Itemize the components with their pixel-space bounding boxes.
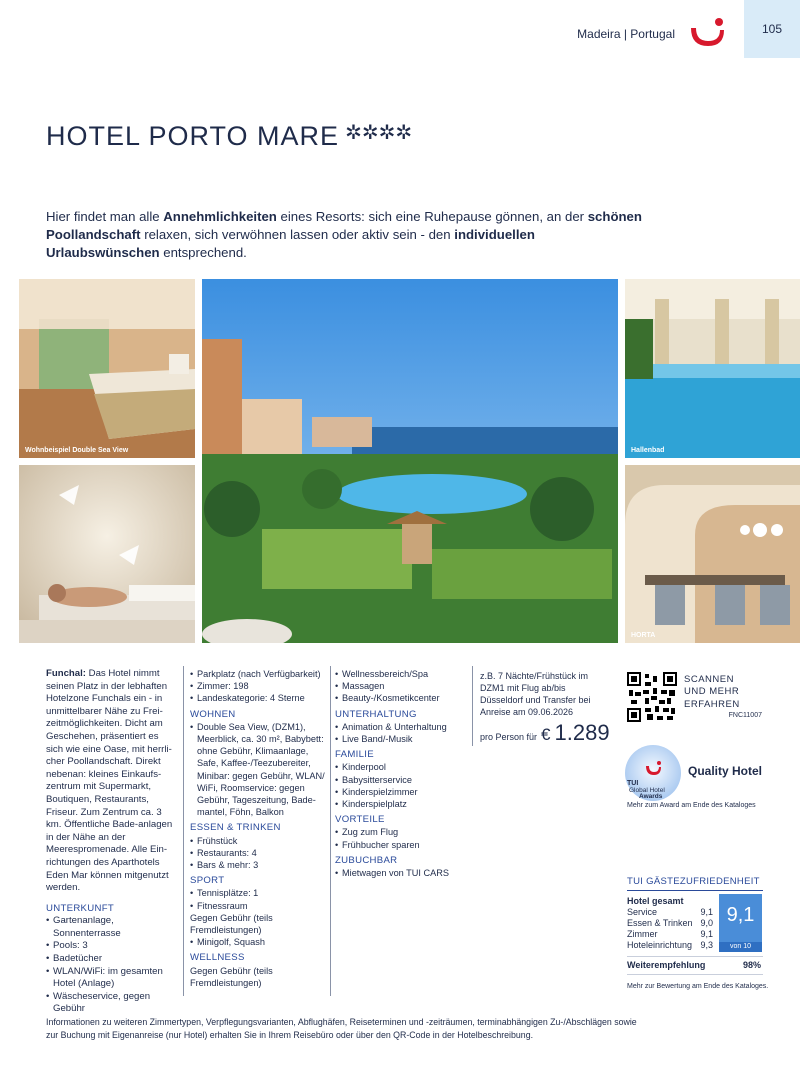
indoor-pool-photo xyxy=(625,279,800,458)
satisfaction-label: Essen & Trinken xyxy=(627,918,693,928)
room-caption: Wohnbeispiel Double Sea View xyxy=(25,447,129,454)
zubuchbar-list xyxy=(335,867,470,879)
hotel-name: HOTEL PORTO MARE xyxy=(46,121,340,151)
list-item: • Pools: 3 xyxy=(46,940,176,953)
recommend-divider xyxy=(627,974,763,975)
list-item: • Wäscheservice, gegen Gebühr xyxy=(46,991,176,1016)
intro-part: entsprechend. xyxy=(159,245,247,260)
award-badge-text: TUI xyxy=(627,780,639,787)
essen-heading: ESSEN & TRINKEN xyxy=(190,822,281,834)
wellness-heading: WELLNESS xyxy=(190,952,245,964)
qr-scan-text xyxy=(684,674,740,711)
list-item: • Kinderspielzimmer xyxy=(335,786,470,798)
region-label: Madeira | Portugal xyxy=(577,27,675,41)
satisfaction-score-badge xyxy=(719,894,762,952)
satisfaction-title: TUI GÄSTEZUFRIEDENHEIT xyxy=(627,876,760,887)
satisfaction-row xyxy=(627,918,713,929)
satisfaction-row xyxy=(627,896,713,907)
satisfaction-value: 9,3 xyxy=(700,940,713,950)
award-label: Quality Hotel xyxy=(688,764,763,778)
hotel-stars: ✲✲✲✲ xyxy=(345,122,413,144)
qr-code[interactable] xyxy=(627,672,677,722)
page-number: 105 xyxy=(744,0,800,58)
intro-highlight: schönen Poollandschaft xyxy=(46,209,642,242)
list-item: • Fitnessraum xyxy=(190,900,325,912)
unterkunft-list xyxy=(46,915,176,1016)
satisfaction-value: 9,1 xyxy=(700,907,713,917)
spa-photo xyxy=(19,465,195,643)
satisfaction-value: 9,0 xyxy=(700,918,713,928)
list-item: • Kinderspielplatz xyxy=(335,798,470,810)
sport-list-paid xyxy=(190,936,325,948)
restaurant-caption: HORTA xyxy=(631,632,656,639)
satisfaction-note: Mehr zur Bewertung am Ende des Kataloges. xyxy=(627,983,769,990)
satisfaction-row xyxy=(627,907,713,918)
price-currency: € xyxy=(541,725,551,744)
list-item: • Landeskategorie: 4 Sterne xyxy=(190,692,325,704)
price-label: pro Person für xyxy=(480,732,538,742)
list-item: • WLAN/WiFi: im gesamten Hotel (Anlage) xyxy=(46,966,176,991)
essen-list xyxy=(190,835,325,872)
intro-part: relaxen, sich verwöhnen lassen oder aktiv sein - den xyxy=(140,227,455,242)
list-item: • Live Band/-Musik xyxy=(335,733,470,745)
satisfaction-score-scale: von 10 xyxy=(719,942,762,952)
satisfaction-label: Service xyxy=(627,907,658,917)
list-item: • Frühbucher sparen xyxy=(335,839,470,851)
description-lead: Funchal: xyxy=(46,668,86,679)
list-item: • Gartenanlage, Sonnenterrasse xyxy=(46,915,176,940)
column-divider xyxy=(472,666,473,746)
award-badge-text: Global Hotel xyxy=(629,787,665,794)
intro-part: Hier findet man alle xyxy=(46,209,164,224)
list-item: • Double Sea View, (DZM1), Meerblick, ca. 30 m², Babybett: ohne Gebühr, Klimaanlage, Safe, Kaffee-/Teezubereiter, Minibar: gegen Gebühr, WLAN/ WiFi, Roomservice: gegen Gebühr, Tageszeitung, Bade-mantel, Föhn, Balkon xyxy=(190,721,325,819)
facilities-column-2 xyxy=(190,668,325,989)
unterkunft-heading: UNTERKUNFT xyxy=(46,902,115,914)
general-list xyxy=(190,668,325,705)
restaurant-photo xyxy=(625,465,800,643)
satisfaction-row xyxy=(627,929,713,940)
recommend-label: Weiterempfehlung xyxy=(627,960,706,970)
wellness-note: Gegen Gebühr (teils Fremdleistungen) xyxy=(190,965,273,988)
satisfaction-divider xyxy=(627,890,763,891)
sport-note: Gegen Gebühr (teils Fremdleistungen) xyxy=(190,912,273,936)
award-note: Mehr zum Award am Ende des Kataloges xyxy=(627,802,756,809)
intro-highlight: individuellen Urlaubswünschen xyxy=(46,227,535,260)
recommend-value: 98% xyxy=(742,960,761,970)
wohnen-list xyxy=(190,721,325,819)
recommend-divider xyxy=(627,956,763,957)
price-amount: 1.289 xyxy=(554,720,610,745)
indoor-pool-caption: Hallenbad xyxy=(631,447,665,454)
list-item: • Zimmer: 198 xyxy=(190,680,325,692)
satisfaction-label: Hotel gesamt xyxy=(627,896,684,906)
tui-award-badge-icon xyxy=(624,744,682,802)
list-item: • Animation & Unterhaltung xyxy=(335,721,470,733)
intro-part: eines Resorts: sich eine Ruhepause gönnen, an der xyxy=(276,209,588,224)
satisfaction-label: Hoteleinrichtung xyxy=(627,940,693,950)
qr-scan-line: ERFAHREN xyxy=(684,698,740,710)
list-item: • Badetücher xyxy=(46,953,176,966)
intro-text xyxy=(46,208,646,262)
column-divider xyxy=(183,666,184,996)
list-item: • Zug zum Flug xyxy=(335,826,470,838)
familie-list xyxy=(335,761,470,810)
description-text xyxy=(46,668,176,895)
wohnen-heading: WOHNEN xyxy=(190,708,236,720)
list-item: • Massagen xyxy=(335,680,470,692)
unterhaltung-heading: UNTERHALTUNG xyxy=(335,708,417,720)
qr-scan-line: SCANNEN xyxy=(684,674,734,685)
price-note: z.B. 7 Nächte/Frühstück im DZM1 mit Flug ab/bis Düsseldorf und Transfer bei Anreise am 09.06.2026 xyxy=(480,671,591,717)
satisfaction-table xyxy=(627,896,713,951)
satisfaction-value: 9,1 xyxy=(700,929,713,939)
catalog-code: FNC11007 xyxy=(728,712,762,719)
vorteile-list xyxy=(335,826,470,850)
sport-heading: SPORT xyxy=(190,875,225,887)
list-item: • Restaurants: 4 xyxy=(190,847,325,859)
price xyxy=(480,720,610,746)
satisfaction-score: 9,1 xyxy=(726,904,755,926)
description-column xyxy=(46,668,176,1016)
list-item: • Parkplatz (nach Verfügbarkeit) xyxy=(190,668,325,680)
resort-pool-photo xyxy=(202,279,618,643)
hotel-title xyxy=(46,120,412,152)
recommendation-row xyxy=(627,960,761,970)
list-item: • Bars & mehr: 3 xyxy=(190,859,325,871)
list-item: • Kinderpool xyxy=(335,761,470,773)
intro-highlight: Annehmlichkeiten xyxy=(163,209,277,224)
unterhaltung-list xyxy=(335,721,470,745)
list-item: • Tennisplätze: 1 xyxy=(190,887,325,899)
vorteile-heading: VORTEILE xyxy=(335,814,385,826)
list-item: • Babysitterservice xyxy=(335,774,470,786)
familie-heading: FAMILIE xyxy=(335,749,374,761)
list-item: • Minigolf, Squash xyxy=(190,936,325,948)
description-body: Das Hotel nimmt seinen Platz in der lebhaften Hotelzone Funchals ein - in unmittelbarer Nähe zu Frei-zeitmöglichkeiten. Dicht am Geschehen, präsentiert es sich wie eine Oase, mit herrli-cher Poollandschaft. Direkt nebenan: kleines Einkaufs-zentrum mit Supermarkt, Boutiquen, Restaurants, Friseur. Zum Zentrum ca. 3 km. Öffentliche Bade-anlagen in der Nähe an der Meerespromenade. Alle Ein-richtungen des Aparthotels Eden Mar können mitgenutzt werden. xyxy=(46,668,173,894)
satisfaction-row xyxy=(627,940,713,951)
sport-list xyxy=(190,887,325,911)
tui-smile-logo-icon xyxy=(688,16,728,50)
award-badge-text: Awards xyxy=(639,793,663,800)
room-photo xyxy=(19,279,195,458)
list-item: • Mietwagen von TUI CARS xyxy=(335,867,470,879)
satisfaction-label: Zimmer xyxy=(627,929,658,939)
zubuchbar-heading: ZUBUCHBAR xyxy=(335,854,398,866)
wellness-list xyxy=(335,668,470,705)
qr-scan-line: UND MEHR xyxy=(684,686,740,698)
facilities-column-3 xyxy=(335,668,470,879)
column-divider xyxy=(330,666,331,996)
list-item: • Wellnessbereich/Spa xyxy=(335,668,470,680)
list-item: • Beauty-/Kosmetikcenter xyxy=(335,692,470,704)
list-item: • Frühstück xyxy=(190,835,325,847)
footer-text: Informationen zu weiteren Zimmertypen, Verpflegungsvarianten, Abflughäfen, Reiseterminen und -zeiträumen, terminabhängigen Zu-/Abschlägen sowie zur Buchung mit Eigenanreise (nur Hotel) erhalten Sie in Ihrem Reisebüro oder über den QR-Code in der Hotelbeschreibung. xyxy=(46,1017,637,1040)
